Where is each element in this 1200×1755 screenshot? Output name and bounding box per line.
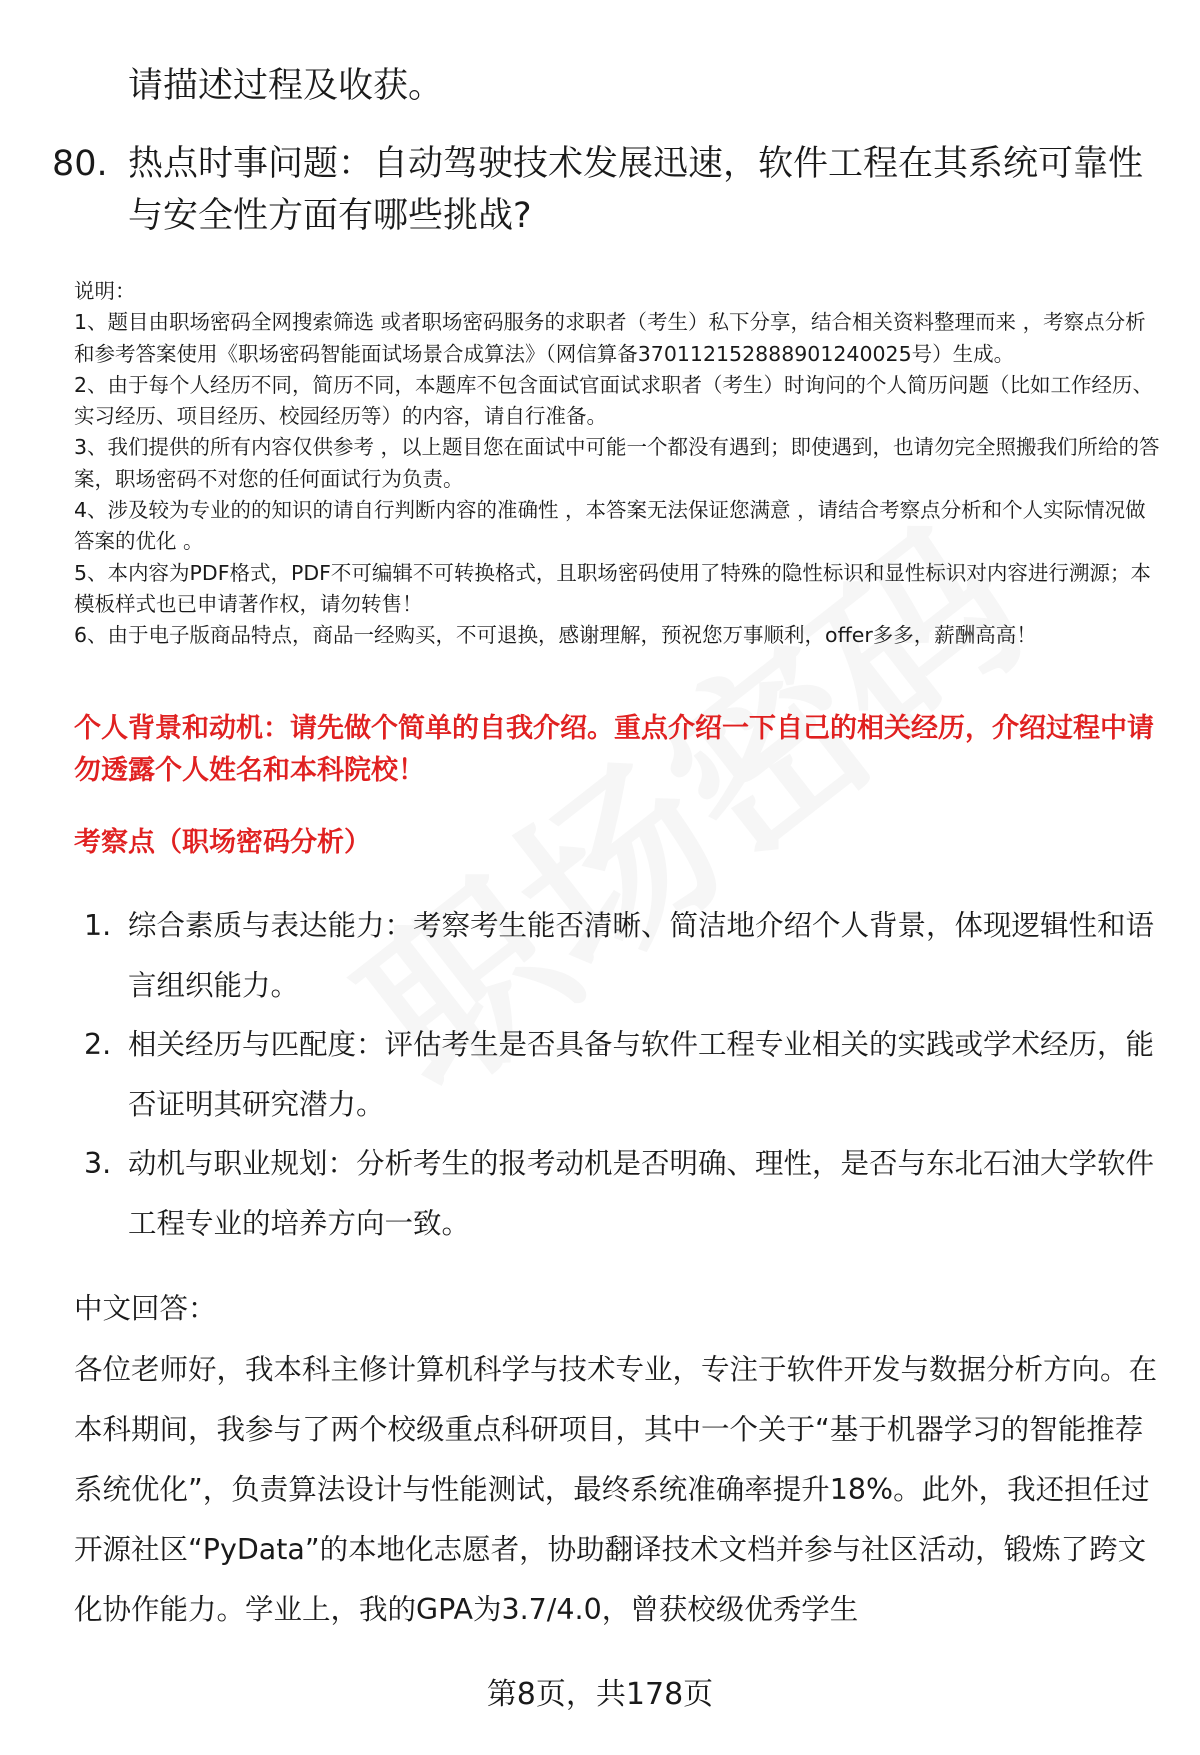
- key-point-number: 1.: [84, 909, 112, 942]
- key-point-text: 动机与职业规划：分析考生的报考动机是否明确、理性，是否与东北石油大学软件工程专业的培养方向一致。: [128, 1147, 1155, 1240]
- background-motivation-heading: 个人背景和动机：请先做个简单的自我介绍。重点介绍一下自己的相关经历，介绍过程中请勿透露个人姓名和本科院校！: [74, 713, 1154, 786]
- key-point-item: [84, 896, 1164, 1015]
- note-item: 2、由于每个人经历不同，简历不同，本题库不包含面试官面试求职者（考生）时询问的个人简历问题（比如工作经历、实习经历、项目经历、校园经历等）的内容，请自行准备。: [74, 372, 1154, 429]
- previous-question-tail: 请描述过程及收获。: [128, 66, 444, 106]
- note-item: 4、涉及较为专业的的知识的请自行判断内容的准确性 ，本答案无法保证您满意 ，请结合考察点分析和个人实际情况做答案的优化 。: [74, 498, 1146, 554]
- notes-title: 说明：: [74, 279, 136, 303]
- key-point-item: [84, 1134, 1164, 1253]
- key-point-text: 综合素质与表达能力：考察考生能否清晰、简洁地介绍个人背景，体现逻辑性和语言组织能力。: [128, 909, 1155, 1002]
- answer-label: 中文回答：: [74, 1292, 217, 1325]
- key-point-text: 相关经历与匹配度：评估考生是否具备与软件工程专业相关的实践或学术经历，能否证明其研究潜力。: [128, 1028, 1155, 1121]
- note-item: 6、由于电子版商品特点，商品一经购买，不可退换，感谢理解，预祝您万事顺利，offer多多，薪酬高高！: [74, 623, 1037, 648]
- question-text: 热点时事问题：自动驾驶技术发展迅速，软件工程在其系统可靠性与安全性方面有哪些挑战?: [128, 144, 1144, 236]
- question-number: 80.: [52, 144, 108, 184]
- notes-block: [74, 276, 1160, 652]
- key-points-list: [84, 896, 1164, 1253]
- key-point-number: 2.: [84, 1028, 112, 1061]
- note-item: 1、题目由职场密码全网搜索筛选 或者职场密码服务的求职者（考生）私下分享，结合相关资料整理而来 ，考察点分析和参考答案使用《职场密码智能面试场景合成算法》（网信算备370112152888901240025号）生成。: [74, 310, 1146, 366]
- answer-body: 各位老师好，我本科主修计算机科学与技术专业，专注于软件开发与数据分析方向。在本科期间，我参与了两个校级重点科研项目，其中一个关于“基于机器学习的智能推荐系统优化”，负责算法设计与性能测试，最终系统准确率提升18%。此外，我还担任过开源社区“PyData”的本地化志愿者，协助翻译技术文档并参与社区活动，锻炼了跨文化协作能力。学业上，我的GPA为3.7/4.0，曾获校级优秀学生: [74, 1353, 1158, 1626]
- note-item: 3、我们提供的所有内容仅供参考 ，以上题目您在面试中可能一个都没有遇到；即使遇到，也请勿完全照搬我们所给的答案，职场密码不对您的任何面试行为负责。: [74, 435, 1160, 491]
- key-points-title: 考察点（职场密码分析）: [74, 827, 371, 858]
- key-point-item: [84, 1015, 1164, 1134]
- page-footer: 第8页，共178页: [486, 1677, 714, 1712]
- note-item: 5、本内容为PDF格式，PDF不可编辑不可转换格式，且职场密码使用了特殊的隐性标识和显性标识对内容进行溯源；本模板样式也已申请著作权，请勿转售！: [74, 560, 1151, 616]
- question-80: [52, 138, 1152, 242]
- key-point-number: 3.: [84, 1147, 112, 1180]
